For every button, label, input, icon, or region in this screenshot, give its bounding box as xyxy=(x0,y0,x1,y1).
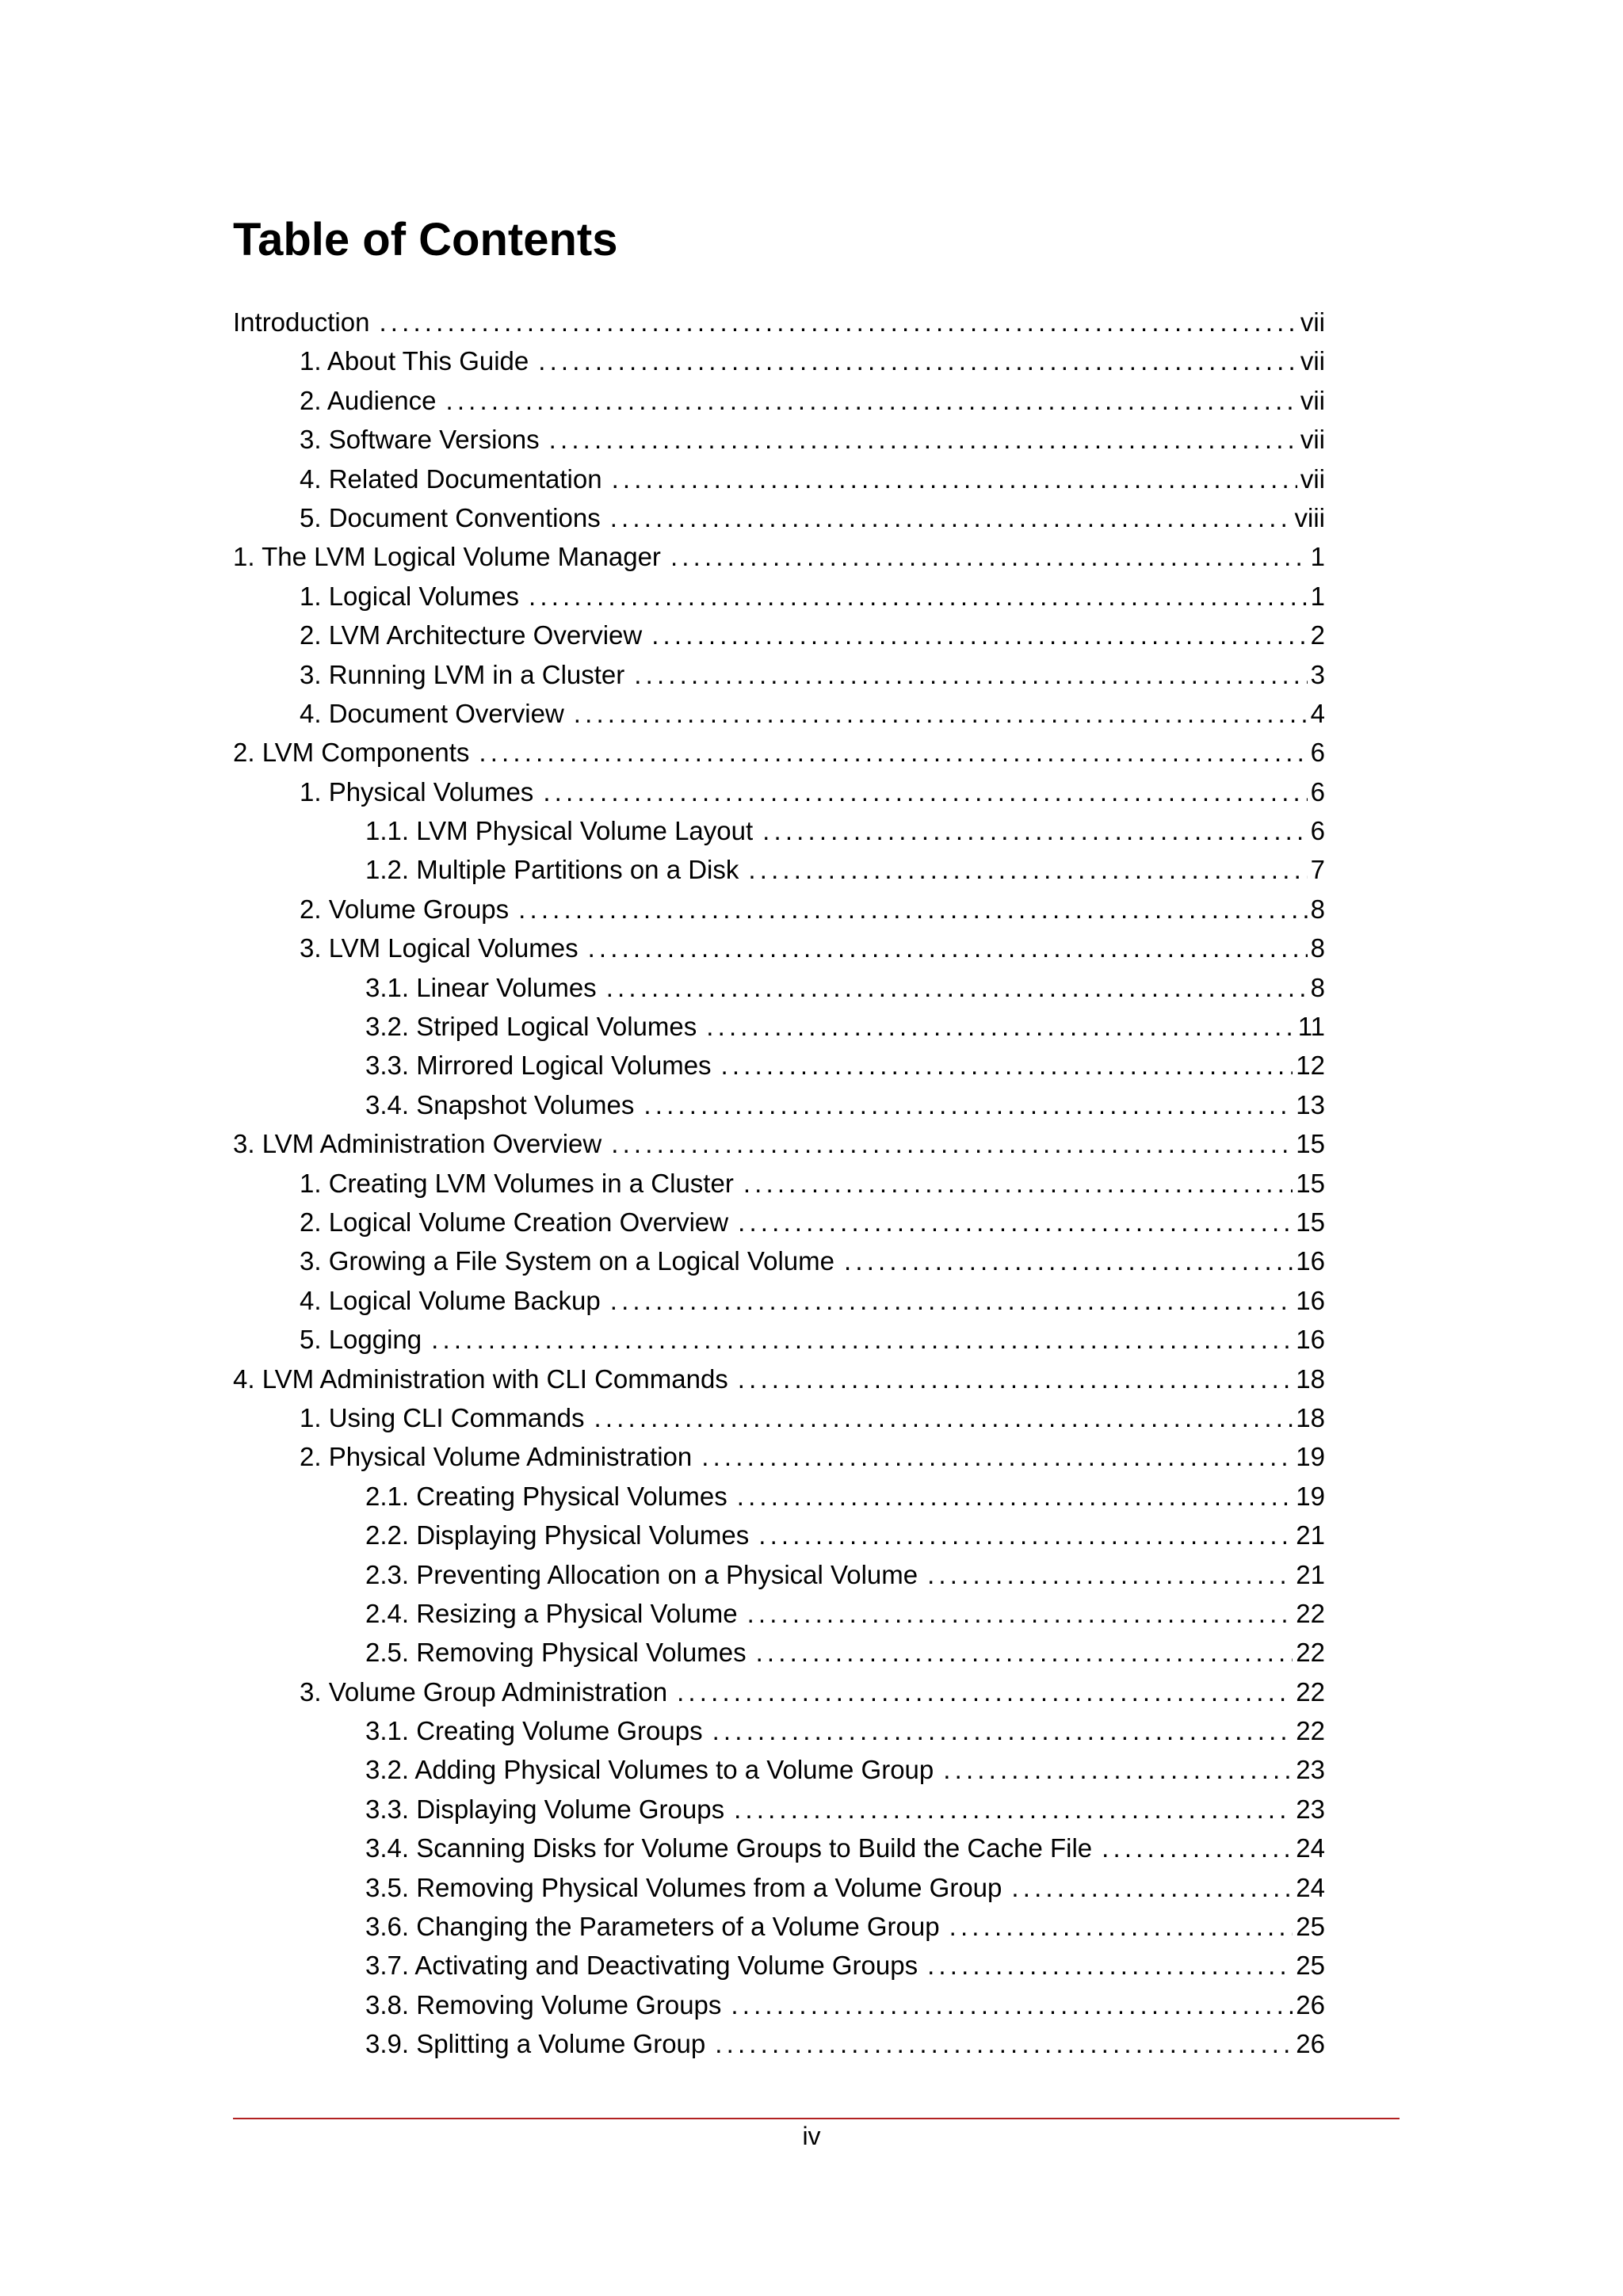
toc-entry[interactable] xyxy=(233,1203,1325,1241)
dot-leader xyxy=(927,1946,1293,1985)
toc-entry-page-number: 15 xyxy=(1296,1168,1325,1198)
toc-entry-page-number: viii xyxy=(1294,502,1325,532)
toc-entry-page-number: 16 xyxy=(1296,1285,1325,1315)
toc-entry-label: 1. About This Guide xyxy=(300,346,529,376)
dot-leader xyxy=(606,968,1308,1007)
toc-entry-page-number: 18 xyxy=(1296,1402,1325,1432)
dot-leader xyxy=(758,1516,1293,1554)
toc-entry-page-number: 21 xyxy=(1296,1520,1325,1550)
dot-leader xyxy=(445,381,1296,420)
toc-entry-page-number: 25 xyxy=(1296,1912,1325,1942)
toc-entry-label: 2. Physical Volume Administration xyxy=(300,1442,693,1472)
toc-entry-page-number: 22 xyxy=(1296,1638,1325,1668)
toc-entry[interactable] xyxy=(233,733,1325,772)
toc-entry-page-number: 22 xyxy=(1296,1676,1325,1707)
toc-entry-page-number: 6 xyxy=(1310,776,1325,807)
dot-leader xyxy=(612,460,1297,498)
toc-entry[interactable] xyxy=(233,1633,1325,1672)
dot-leader xyxy=(706,1007,1294,1046)
toc-entry[interactable] xyxy=(233,968,1325,1007)
dot-leader xyxy=(610,498,1292,537)
dot-leader xyxy=(756,1633,1293,1672)
toc-entry-page-number: 26 xyxy=(1296,1989,1325,2019)
dot-leader xyxy=(943,1750,1293,1789)
toc-entry[interactable] xyxy=(233,303,1325,341)
dot-leader xyxy=(431,1320,1293,1359)
toc-entry-label: 2.4. Resizing a Physical Volume xyxy=(365,1598,738,1628)
toc-entry[interactable] xyxy=(233,655,1325,694)
toc-entry-label: 3. LVM Logical Volumes xyxy=(300,933,579,963)
toc-entry[interactable] xyxy=(233,2024,1325,2063)
toc-entry-page-number: vii xyxy=(1300,463,1325,494)
toc-entry-label: 2.1. Creating Physical Volumes xyxy=(365,1481,727,1511)
toc-entry-label: 2.5. Removing Physical Volumes xyxy=(365,1638,747,1668)
toc-entry[interactable] xyxy=(233,811,1325,850)
toc-entry[interactable] xyxy=(233,850,1325,889)
toc-entry-label: 2. Volume Groups xyxy=(300,894,510,924)
toc-entry[interactable] xyxy=(233,1164,1325,1203)
dot-leader xyxy=(610,1281,1293,1320)
toc-entry[interactable] xyxy=(233,1281,1325,1320)
toc-entry-label: 4. Logical Volume Backup xyxy=(300,1285,601,1315)
toc-entry[interactable] xyxy=(233,1711,1325,1750)
dot-leader xyxy=(734,1790,1293,1829)
toc-entry[interactable] xyxy=(233,341,1325,380)
toc-entry-label: 4. Related Documentation xyxy=(300,463,602,494)
footer-rule xyxy=(233,2118,1400,2119)
dot-leader xyxy=(651,616,1307,654)
toc-entry-page-number: 7 xyxy=(1310,855,1325,885)
toc-entry-page-number: 3 xyxy=(1310,659,1325,689)
toc-entry-label: 3.4. Snapshot Volumes xyxy=(365,1089,635,1119)
toc-entry-page-number: 12 xyxy=(1296,1051,1325,1081)
toc-entry[interactable] xyxy=(233,1241,1325,1280)
toc-entry-label: 1.2. Multiple Partitions on a Disk xyxy=(365,855,739,885)
toc-entry-page-number: 1 xyxy=(1310,581,1325,611)
toc-entry[interactable] xyxy=(233,1594,1325,1633)
toc-entry[interactable] xyxy=(233,537,1325,576)
toc-entry-label: 3.6. Changing the Parameters of a Volume Group xyxy=(365,1912,940,1942)
toc-entry-label: 3. Volume Group Administration xyxy=(300,1676,668,1707)
table-of-contents xyxy=(233,303,1325,2064)
dot-leader xyxy=(594,1398,1293,1437)
toc-entry-label: 2. Audience xyxy=(300,385,437,415)
toc-entry[interactable] xyxy=(233,1046,1325,1085)
toc-entry-page-number: vii xyxy=(1300,307,1325,337)
dot-leader xyxy=(634,655,1307,694)
toc-entry-label: 3.3. Mirrored Logical Volumes xyxy=(365,1051,712,1081)
toc-entry-label: 1. The LVM Logical Volume Manager xyxy=(233,542,661,572)
toc-entry-label: 3.1. Linear Volumes xyxy=(365,972,597,1002)
toc-entry[interactable] xyxy=(233,1477,1325,1516)
dot-leader xyxy=(721,1046,1293,1085)
toc-entry-label: 3.9. Splitting a Volume Group xyxy=(365,2029,706,2059)
toc-entry[interactable] xyxy=(233,890,1325,929)
dot-leader xyxy=(738,1203,1293,1241)
toc-entry-label: 5. Logging xyxy=(300,1325,422,1355)
toc-entry-label: 3.1. Creating Volume Groups xyxy=(365,1716,703,1746)
toc-entry[interactable] xyxy=(233,1007,1325,1046)
toc-entry-label: 3.3. Displaying Volume Groups xyxy=(365,1794,725,1824)
toc-entry[interactable] xyxy=(233,1437,1325,1476)
dot-leader xyxy=(1011,1868,1293,1907)
toc-entry[interactable] xyxy=(233,1124,1325,1163)
toc-entry[interactable] xyxy=(233,420,1325,459)
toc-entry[interactable] xyxy=(233,772,1325,811)
dot-leader xyxy=(479,733,1307,772)
dot-leader xyxy=(1102,1829,1293,1867)
toc-entry[interactable] xyxy=(233,1750,1325,1789)
toc-entry-label: 3. Growing a File System on a Logical Volume xyxy=(300,1246,835,1276)
toc-entry-page-number: 16 xyxy=(1296,1246,1325,1276)
toc-entry[interactable] xyxy=(233,1360,1325,1398)
dot-leader xyxy=(670,537,1308,576)
toc-entry-page-number: 2 xyxy=(1310,620,1325,650)
toc-entry-label: 3. Software Versions xyxy=(300,425,540,455)
dot-leader xyxy=(529,577,1308,616)
dot-leader xyxy=(588,929,1308,967)
dot-leader xyxy=(747,1594,1293,1633)
toc-entry-label: 2.3. Preventing Allocation on a Physical Volume xyxy=(365,1559,918,1589)
dot-leader xyxy=(927,1555,1293,1594)
toc-entry-page-number: 24 xyxy=(1296,1872,1325,1902)
toc-entry-page-number: 19 xyxy=(1296,1442,1325,1472)
dot-leader xyxy=(762,811,1307,850)
toc-entry-page-number: vii xyxy=(1300,425,1325,455)
toc-entry-page-number: 11 xyxy=(1297,1012,1325,1042)
toc-entry-label: 2. LVM Components xyxy=(233,738,470,768)
page-number: iv xyxy=(802,2122,821,2150)
toc-entry[interactable] xyxy=(233,1516,1325,1554)
dot-leader xyxy=(844,1241,1293,1280)
toc-entry[interactable] xyxy=(233,1555,1325,1594)
toc-entry-page-number: 6 xyxy=(1310,738,1325,768)
toc-entry-label: 3.7. Activating and Deactivating Volume Groups xyxy=(365,1951,918,1981)
dot-leader xyxy=(611,1124,1293,1163)
toc-entry-page-number: 18 xyxy=(1296,1363,1325,1394)
toc-entry-page-number: 23 xyxy=(1296,1755,1325,1785)
toc-entry-label: 3.8. Removing Volume Groups xyxy=(365,1989,722,2019)
toc-entry[interactable] xyxy=(233,1320,1325,1359)
toc-entry-label: Introduction xyxy=(233,307,370,337)
toc-entry-page-number: 8 xyxy=(1310,972,1325,1002)
toc-entry[interactable] xyxy=(233,929,1325,967)
toc-entry-label: 4. LVM Administration with CLI Commands xyxy=(233,1363,728,1394)
toc-entry-label: 3. LVM Administration Overview xyxy=(233,1129,602,1159)
dot-leader xyxy=(743,1164,1293,1203)
dot-leader xyxy=(518,890,1307,929)
dot-leader xyxy=(701,1437,1293,1476)
toc-entry-page-number: 15 xyxy=(1296,1129,1325,1159)
toc-entry-page-number: 24 xyxy=(1296,1833,1325,1863)
toc-entry-page-number: 4 xyxy=(1310,698,1325,728)
toc-entry-page-number: 23 xyxy=(1296,1794,1325,1824)
toc-entry[interactable] xyxy=(233,381,1325,420)
toc-entry-label: 3.4. Scanning Disks for Volume Groups to Build the Cache File xyxy=(365,1833,1093,1863)
toc-entry-label: 5. Document Conventions xyxy=(300,502,601,532)
toc-entry[interactable] xyxy=(233,1790,1325,1829)
toc-entry-label: 3. Running LVM in a Cluster xyxy=(300,659,625,689)
toc-entry-page-number: 25 xyxy=(1296,1951,1325,1981)
toc-entry[interactable] xyxy=(233,460,1325,498)
toc-entry-page-number: 1 xyxy=(1310,542,1325,572)
dot-leader xyxy=(949,1907,1293,1946)
toc-entry[interactable] xyxy=(233,1085,1325,1124)
toc-entry-page-number: 22 xyxy=(1296,1598,1325,1628)
toc-entry-label: 1. Creating LVM Volumes in a Cluster xyxy=(300,1168,734,1198)
toc-entry-page-number: vii xyxy=(1300,385,1325,415)
dot-leader xyxy=(549,420,1297,459)
toc-entry[interactable] xyxy=(233,616,1325,654)
dot-leader xyxy=(574,694,1308,733)
toc-entry-page-number: 26 xyxy=(1296,2029,1325,2059)
toc-entry[interactable] xyxy=(233,1907,1325,1946)
toc-entry-page-number: 22 xyxy=(1296,1716,1325,1746)
toc-entry-page-number: 16 xyxy=(1296,1325,1325,1355)
toc-entry-label: 2.2. Displaying Physical Volumes xyxy=(365,1520,750,1550)
toc-entry[interactable] xyxy=(233,1985,1325,2024)
dot-leader xyxy=(737,1477,1293,1516)
toc-entry-page-number: 19 xyxy=(1296,1481,1325,1511)
toc-entry-label: 2. Logical Volume Creation Overview xyxy=(300,1207,729,1237)
toc-entry[interactable] xyxy=(233,694,1325,733)
toc-entry-label: 4. Document Overview xyxy=(300,698,564,728)
toc-entry[interactable] xyxy=(233,1829,1325,1867)
toc-entry-label: 3.2. Striped Logical Volumes xyxy=(365,1012,697,1042)
toc-entry[interactable] xyxy=(233,1398,1325,1437)
toc-entry-label: 1. Physical Volumes xyxy=(300,776,534,807)
toc-entry[interactable] xyxy=(233,498,1325,537)
dot-leader xyxy=(379,303,1296,341)
toc-entry-label: 3.2. Adding Physical Volumes to a Volume Group xyxy=(365,1755,934,1785)
toc-entry-label: 1. Using CLI Commands xyxy=(300,1402,585,1432)
toc-entry-label: 2. LVM Architecture Overview xyxy=(300,620,643,650)
dot-leader xyxy=(712,1711,1293,1750)
dot-leader xyxy=(677,1672,1293,1711)
dot-leader xyxy=(715,2024,1293,2063)
toc-entry-page-number: 6 xyxy=(1310,816,1325,846)
toc-entry-label: 1.1. LVM Physical Volume Layout xyxy=(365,816,754,846)
toc-entry[interactable] xyxy=(233,1868,1325,1907)
dot-leader xyxy=(738,1360,1293,1398)
dot-leader xyxy=(543,772,1307,811)
toc-entry-page-number: 8 xyxy=(1310,933,1325,963)
toc-entry-page-number: 21 xyxy=(1296,1559,1325,1589)
dot-leader xyxy=(538,341,1297,380)
toc-entry-page-number: vii xyxy=(1300,346,1325,376)
page-title: Table of Contents xyxy=(233,214,618,265)
dot-leader xyxy=(643,1085,1293,1124)
dot-leader xyxy=(748,850,1307,889)
toc-entry-page-number: 8 xyxy=(1310,894,1325,924)
toc-entry[interactable] xyxy=(233,1672,1325,1711)
toc-entry-page-number: 13 xyxy=(1296,1089,1325,1119)
toc-entry-label: 1. Logical Volumes xyxy=(300,581,520,611)
dot-leader xyxy=(731,1985,1293,2024)
toc-entry-page-number: 15 xyxy=(1296,1207,1325,1237)
toc-entry[interactable] xyxy=(233,577,1325,616)
toc-entry[interactable] xyxy=(233,1946,1325,1985)
toc-entry-label: 3.5. Removing Physical Volumes from a Volume Group xyxy=(365,1872,1002,1902)
